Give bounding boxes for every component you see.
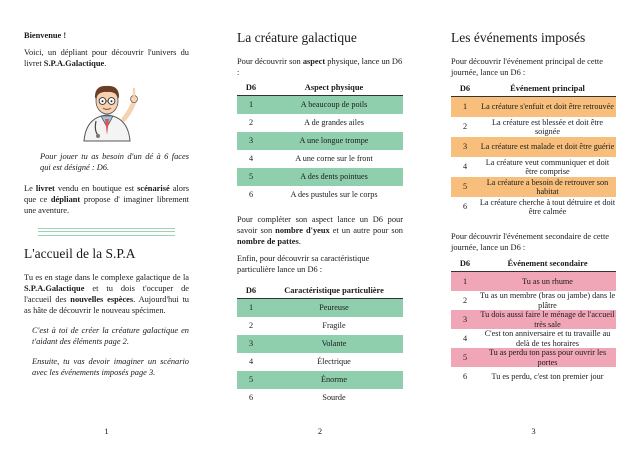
- intro-text: Voici, un dépliant pour découvrir l'univers du livret: [24, 48, 189, 68]
- table-row: [237, 389, 403, 407]
- page-number: 1: [104, 426, 109, 436]
- row-number: 6: [248, 393, 254, 403]
- row-text: Volante: [265, 335, 403, 353]
- scenario-note: Ensuite, tu vas devoir imaginer un scénario avec les événements imposés page 3.: [32, 357, 189, 377]
- row-number: 4: [248, 357, 254, 367]
- table-row: [451, 348, 616, 367]
- row-text: La créature veut communiquer et doit être comprise: [485, 157, 610, 176]
- row-text: Peureuse: [265, 299, 403, 318]
- carac-col-label: Caractéristique particulière: [265, 284, 403, 299]
- complete-text-c: .: [298, 237, 301, 246]
- table-row: [451, 272, 616, 292]
- row-text: A une longue trompe: [265, 132, 403, 150]
- row-number: 6: [462, 371, 468, 381]
- create-note: C'est à toi de créer la créature galactique en t'aidant des éléments page 2.: [32, 326, 189, 346]
- events-heading: Les événements imposés: [451, 30, 586, 45]
- table-row: [237, 299, 403, 318]
- row-text: A beaucoup de poils: [265, 96, 403, 115]
- row-number: 6: [248, 190, 254, 200]
- row-text: A des dents pointues: [265, 168, 403, 186]
- row-number: 4: [462, 333, 468, 343]
- row-text: Tu as perdu ton pass pour ouvrir les portes: [479, 348, 616, 367]
- dice-note: Pour jouer tu as besoin d'un dé à 6 faces qui est désigné : D6.: [40, 152, 189, 172]
- table-row: [237, 335, 403, 353]
- page-3: [427, 0, 640, 452]
- row-text: La créature s'enfuit et doit être retrouvée: [479, 97, 616, 118]
- row-text: A de grandes ailes: [304, 118, 364, 128]
- livret-text-a: Le: [24, 184, 36, 193]
- table-row: [237, 132, 403, 150]
- table-row: [237, 168, 403, 186]
- row-text: C'est ton anniversaire et tu travaille au delà de tes horaires: [484, 329, 611, 348]
- secondary-event-table: [451, 257, 616, 386]
- livret-paragraph: [24, 183, 189, 216]
- row-number: 5: [237, 371, 265, 389]
- secondary-col-label: Événement secondaire: [479, 257, 616, 272]
- row-number: 1: [451, 272, 479, 292]
- aspect-intro-a: Pour découvrir son: [237, 57, 303, 66]
- row-number: 2: [462, 295, 468, 305]
- carac-col-d6: D6: [237, 284, 265, 299]
- row-text: A une corne sur le front: [295, 154, 373, 164]
- row-text: Tu es perdu, c'est ton premier jour: [491, 371, 604, 381]
- secondary-col-d6: D6: [451, 257, 479, 272]
- page-2: [213, 0, 427, 452]
- table-row: [237, 371, 403, 389]
- carac-intro: Enfin, pour découvrir sa caractéristique particulière lance un D6 :: [237, 254, 370, 274]
- row-number: 1: [237, 299, 265, 318]
- secondary-intro: Pour découvrir l'événement secondaire de cette journée, lance un D6 :: [451, 232, 610, 252]
- row-number: 2: [248, 118, 254, 128]
- table-row: [237, 114, 403, 132]
- row-number: 2: [462, 122, 468, 132]
- story-book-title: S.P.A.Galactique: [24, 284, 85, 293]
- story-text-b: et tu dois t'occuper de l'accueil des: [24, 284, 189, 304]
- greeting: Bienvenue !: [24, 31, 67, 40]
- row-number: 3: [237, 335, 265, 353]
- row-text: Fragile: [322, 321, 346, 331]
- row-number: 1: [237, 96, 265, 115]
- table-row: [237, 353, 403, 371]
- page-number: 3: [531, 426, 536, 436]
- aspect-intro-b: physique, lance un D6 :: [237, 57, 403, 77]
- row-number: 3: [451, 310, 479, 329]
- accueil-heading: L'accueil de la S.P.A: [24, 246, 136, 261]
- table-row: [237, 150, 403, 168]
- row-text: La créature est malade et doit être guérie: [479, 137, 616, 157]
- row-number: 4: [248, 154, 254, 164]
- scenarise-word: scénarisé: [137, 184, 170, 193]
- row-text: Énorme: [265, 371, 403, 389]
- main-col-d6: D6: [451, 82, 479, 97]
- row-text: La créature a besoin de retrouver son habitat: [479, 177, 616, 197]
- row-number: 3: [451, 137, 479, 157]
- table-row: [237, 96, 403, 115]
- row-text: Tu as un rhume: [479, 272, 616, 292]
- story-text-c: . Aujourd'hui tu as hâte de découvrir le nouveau spécimen.: [24, 295, 189, 315]
- doctor-illustration: [74, 75, 140, 143]
- aspect-table: [237, 81, 403, 204]
- row-text: Électrique: [317, 357, 351, 367]
- creature-heading: La créature galactique: [237, 30, 357, 45]
- row-number: 3: [237, 132, 265, 150]
- story-paragraph: [24, 272, 189, 316]
- row-number: 5: [451, 177, 479, 197]
- nombre-yeux: nombre d'yeux: [275, 226, 330, 235]
- row-number: 1: [451, 97, 479, 118]
- aspect-word: aspect: [302, 57, 326, 66]
- table-row: [451, 367, 616, 386]
- row-text: A des pustules sur le corps: [290, 190, 378, 200]
- row-text: Tu as un membre (bras ou jambe) dans le plâtre: [479, 291, 616, 310]
- page-number: 2: [317, 426, 323, 436]
- table-row: [451, 177, 616, 197]
- table-row: [451, 117, 616, 137]
- table-row: [237, 186, 403, 204]
- row-text: Sourde: [322, 393, 346, 403]
- complete-paragraph: [237, 214, 403, 247]
- depliant-word: dépliant: [50, 195, 81, 204]
- intro-end: .: [104, 59, 107, 68]
- story-text-a: Tu es en stage dans le complexe galactique de la: [24, 273, 189, 282]
- row-number: 2: [248, 321, 254, 331]
- row-text: La créature cherche à tout détruire et doit être calmée: [479, 197, 616, 216]
- table-row: [451, 137, 616, 157]
- livret-word: livret: [35, 184, 55, 193]
- main-col-label: Événement principal: [479, 82, 616, 97]
- main-event-table: [451, 82, 616, 217]
- table-row: [451, 291, 616, 310]
- table-row: [451, 329, 616, 348]
- row-number: 4: [462, 162, 468, 172]
- row-number: 5: [451, 348, 479, 367]
- table-row: [451, 97, 616, 118]
- separator: [38, 228, 175, 236]
- livret-text-d: propose d' imaginer librement une aventure.: [24, 195, 189, 215]
- row-text: Tu dois aussi faire le ménage de l'accueil très sale: [480, 310, 615, 329]
- main-intro: Pour découvrir l'événement principal de cette journée, lance un D6 :: [451, 57, 603, 77]
- aspect-col-d6: D6: [237, 81, 265, 96]
- aspect-intro: [237, 56, 403, 78]
- row-number: 6: [462, 202, 468, 212]
- aspect-col-label: Aspect physique: [265, 81, 403, 96]
- complete-text-b: et un autre pour son: [329, 226, 403, 235]
- row-text: La créature est blessée et doit être soignée: [492, 117, 603, 136]
- complete-text-a: Pour compléter son aspect lance un D6 pour savoir son: [237, 215, 403, 235]
- table-row: [237, 317, 403, 335]
- nombre-pattes: nombre de pattes: [237, 237, 299, 246]
- nouvelles-especes: nouvelles espèces: [70, 295, 134, 304]
- livret-text-c: alors que ce: [24, 184, 190, 204]
- table-row: [451, 157, 616, 177]
- carac-table: [237, 284, 403, 407]
- table-row: [451, 197, 616, 217]
- intro-book-title: S.P.A.Galactique: [43, 59, 105, 68]
- livret-text-b: vendu en boutique est: [54, 184, 138, 193]
- page-1: [0, 0, 213, 452]
- table-row: [451, 310, 616, 329]
- row-number: 5: [237, 168, 265, 186]
- intro-paragraph: [24, 47, 189, 69]
